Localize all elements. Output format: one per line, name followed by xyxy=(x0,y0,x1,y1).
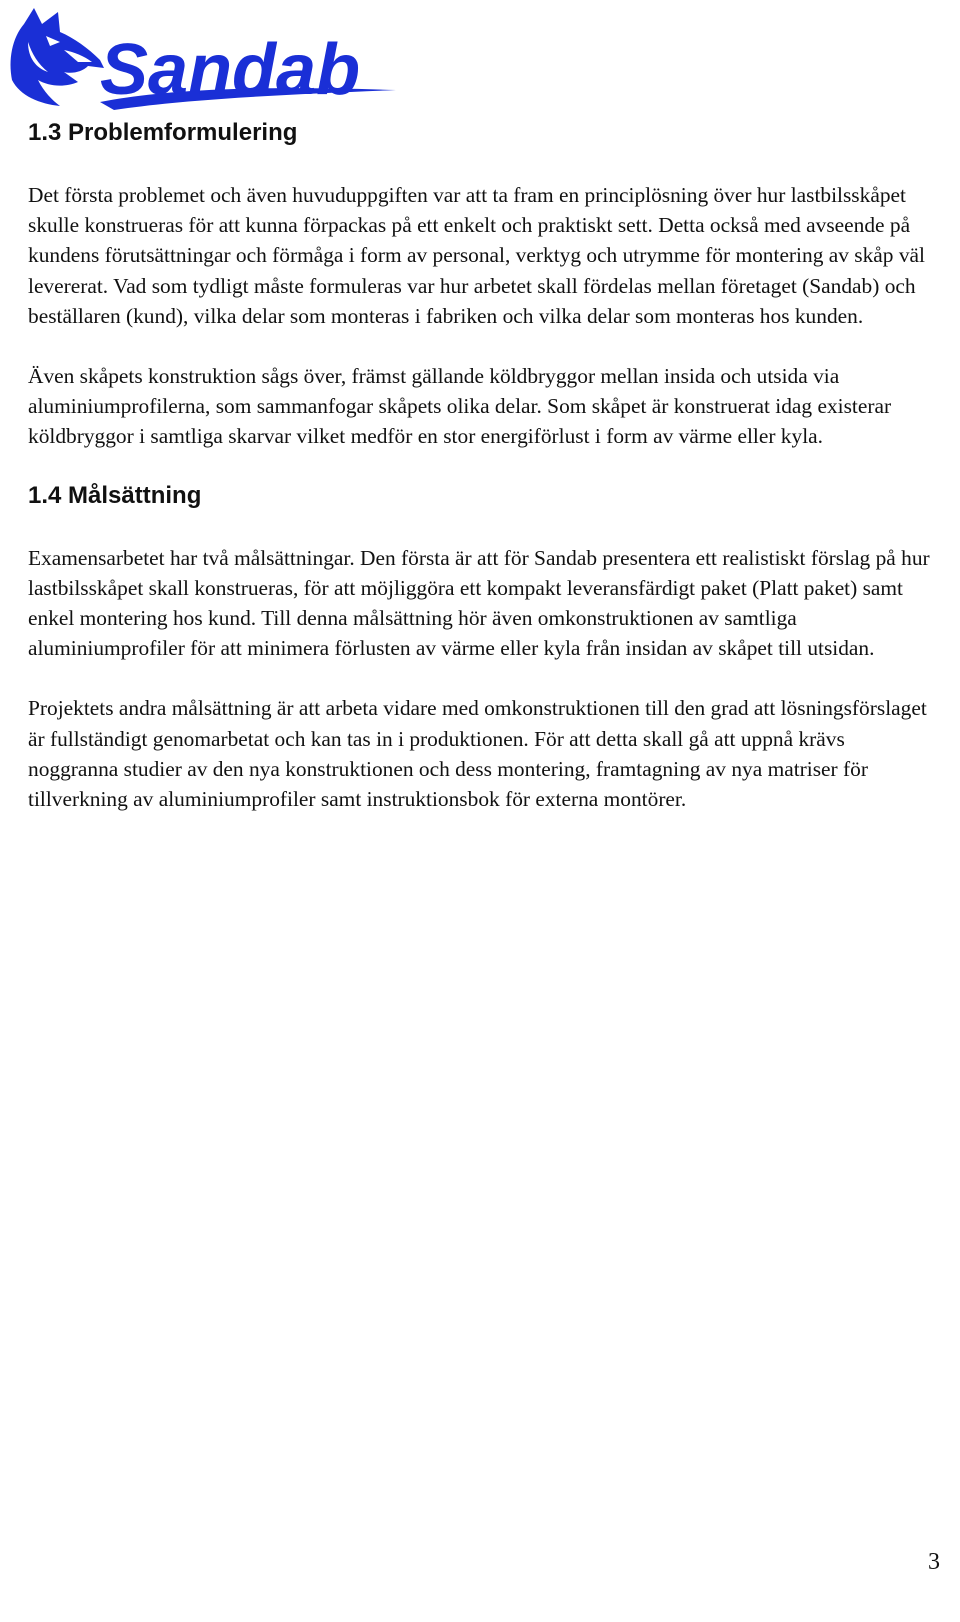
section-heading-malsattning: 1.4 Målsättning xyxy=(28,481,202,509)
paragraph: Examensarbetet har två målsättningar. Den första är att för Sandab presentera ett realistiskt förslag på hur lastbilsskåpet skall konstrueras, för att möjliggöra ett kompakt leveransfärdigt paket (Platt paket) samt enkel montering hos kund. Till denna målsättning hör även omkonstruktionen av samtliga aluminiumprofiler för att minimera förlusten av värme eller kyla från insidan av skåpet till utsidan. xyxy=(28,545,930,661)
paragraph: Det första problemet och även huvuduppgiften var att ta fram en principlösning över hur lastbilsskåpet skulle konstrueras för att kunna förpackas på ett enkelt och praktiskt sett. Detta också med avseende på kundens förutsättningar och förmåga i form av personal, verktyg och utrymme för montering av skåp väl levererat. Vad som tydligt måste formuleras var hur arbetet skall fördelas mellan företaget (Sandab) och beställaren (kund), vilka delar som monteras i fabriken och vilka delar som monteras hos kunden. xyxy=(28,183,925,328)
document-body xyxy=(28,118,940,814)
logo-text: Sandab xyxy=(100,30,361,110)
page-number: 3 xyxy=(928,1549,940,1575)
paragraph: Projektets andra målsättning är att arbeta vidare med omkonstruktionen till den grad att lösningsförslaget är fullständigt genomarbetat och kan tas in i produktionen. För att detta skall gå att uppnå krävs noggranna studier av den nya konstruktionen och dess montering, framtagning av nya matriser för tillverkning av aluminiumprofiler samt instruktionsbok för externa montörer. xyxy=(28,696,927,812)
logo-wordmark xyxy=(4,2,404,112)
sandab-logo xyxy=(4,2,404,112)
section-heading-problemformulering: 1.3 Problemformulering xyxy=(28,119,298,146)
paragraph: Även skåpets konstruktion sågs över, främst gällande köldbryggor mellan insida och utsida via aluminiumprofilerna, som sammanfogar skåpets olika delar. Som skåpet är konstruerat idag existerar köldbryggor i samtliga skarvar vilket medför en stor energiförlust i form av värme eller kyla. xyxy=(28,364,892,449)
